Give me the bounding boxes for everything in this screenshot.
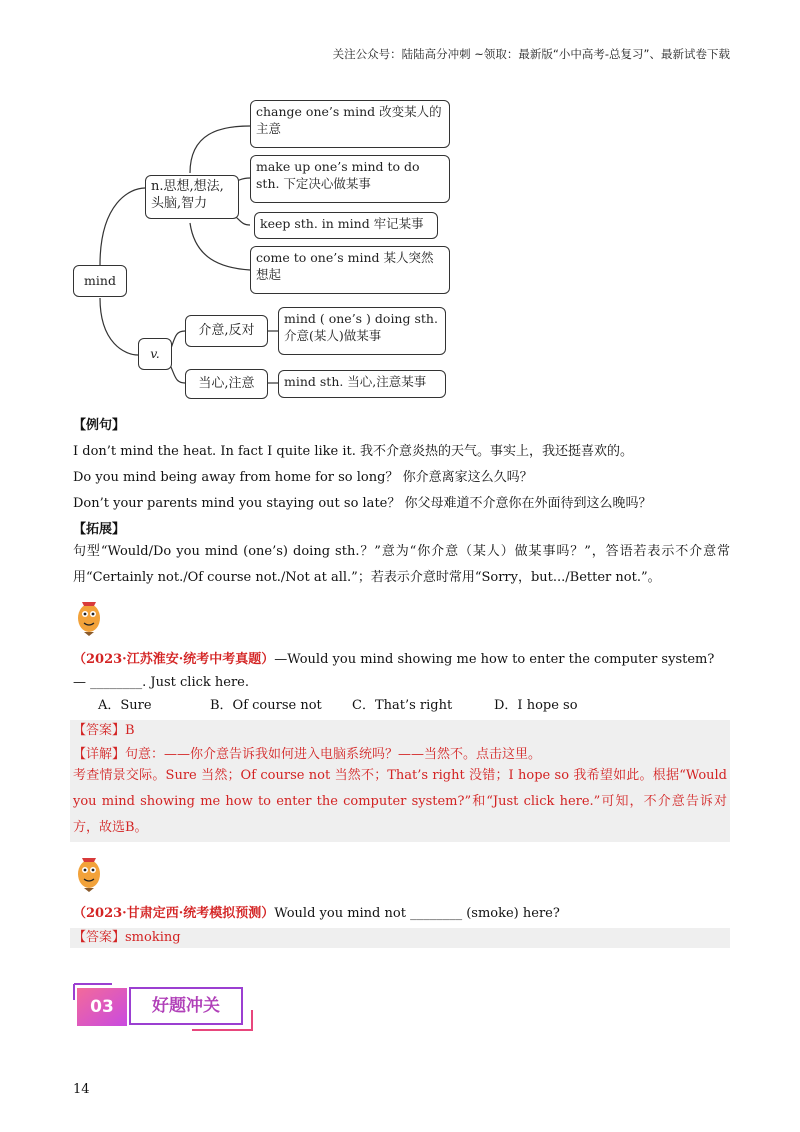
detail-line-2: 考查情景交际。Sure 当然；Of course not 当然不；That’s right 没错；I hope so 我希望如此。根据“Would you mind showing me how to enter the computer system?”和“Just click here.”可知，不介意告诉对方，故选B。 [73, 768, 727, 835]
examples-heading: 【例句】 [73, 418, 126, 433]
question-1-options [98, 697, 578, 715]
mind-map-noun: n.思想,想法,头脑,智力 [145, 175, 239, 219]
question-1-solution [70, 720, 730, 842]
option-b: B．Of course not [210, 698, 322, 713]
question-2-solution [70, 928, 730, 948]
page-number: 14 [73, 1082, 90, 1097]
mind-map-noun-item: keep sth. in mind 牢记某事 [254, 212, 438, 239]
mind-map-verb-meaning: 当心,注意 [185, 369, 268, 399]
page-header: 关注公众号：陆陆高分冲刺 ~领取：最新版“小中高考-总复习”、最新试卷下载 [332, 47, 730, 61]
option-d: D．I hope so [494, 698, 578, 713]
pencil-mascot-icon [72, 852, 106, 892]
mind-map-noun-item: come to one’s mind 某人突然想起 [250, 246, 450, 294]
expansion-heading: 【拓展】 [73, 522, 126, 537]
mind-map-verb-usage: mind sth. 当心,注意某事 [278, 370, 446, 398]
question-1-source: （2023·江苏淮安·统考中考真题） [73, 652, 275, 667]
expansion-text: 句型“Would/Do you mind (one’s) doing sth.？”意为“你介意（某人）做某事吗？”，答语若表示不介意常用“Certainly not./Of course not./Not at all.”；若表示介意时常用“Sorry，but.../Better not.”。 [73, 544, 730, 585]
mind-map-noun-item: change one’s mind 改变某人的主意 [250, 100, 450, 148]
mind-map-verb: v. [138, 338, 172, 370]
section-title: 好题冲关 [152, 996, 220, 1016]
section-badge [72, 980, 257, 1032]
detail-line-1: 【详解】句意：——你介意告诉我如何进入电脑系统吗？——当然不。点击这里。 [73, 747, 542, 762]
mind-map-verb-meaning: 介意,反对 [185, 315, 268, 347]
option-a: A．Sure [98, 698, 152, 713]
question-1-answer-line: — ________. Just click here. [73, 675, 250, 690]
example-sentence: Do you mind being away from home for so long？ 你介意离家这么久吗？ [73, 470, 533, 485]
mind-map-root: mind [73, 265, 127, 297]
answer-label: 【答案】smoking [73, 930, 181, 945]
answer-label: 【答案】B [73, 723, 135, 738]
question-2 [73, 905, 560, 923]
question-2-source: （2023·甘肃定西·统考模拟预测） [73, 906, 275, 921]
option-c: C．That’s right [352, 698, 453, 713]
mind-map-noun-item: make up one’s mind to do sth. 下定决心做某事 [250, 155, 450, 203]
question-2-text: Would you mind not ________ (smoke) here? [274, 906, 560, 921]
example-sentence: Don’t your parents mind you staying out so late？ 你父母难道不介意你在外面待到这么晚吗？ [73, 496, 652, 511]
question-1-text: —Would you mind showing me how to enter the computer system? [274, 652, 715, 667]
section-number: 03 [90, 997, 114, 1017]
mind-map-diagram [70, 93, 460, 403]
pencil-mascot-icon [72, 596, 106, 636]
mind-map-verb-usage: mind ( one’s ) doing sth. 介意(某人)做某事 [278, 307, 446, 355]
question-1 [73, 651, 714, 669]
example-sentence: I don’t mind the heat. In fact I quite like it. 我不介意炎热的天气。事实上，我还挺喜欢的。 [73, 444, 633, 459]
